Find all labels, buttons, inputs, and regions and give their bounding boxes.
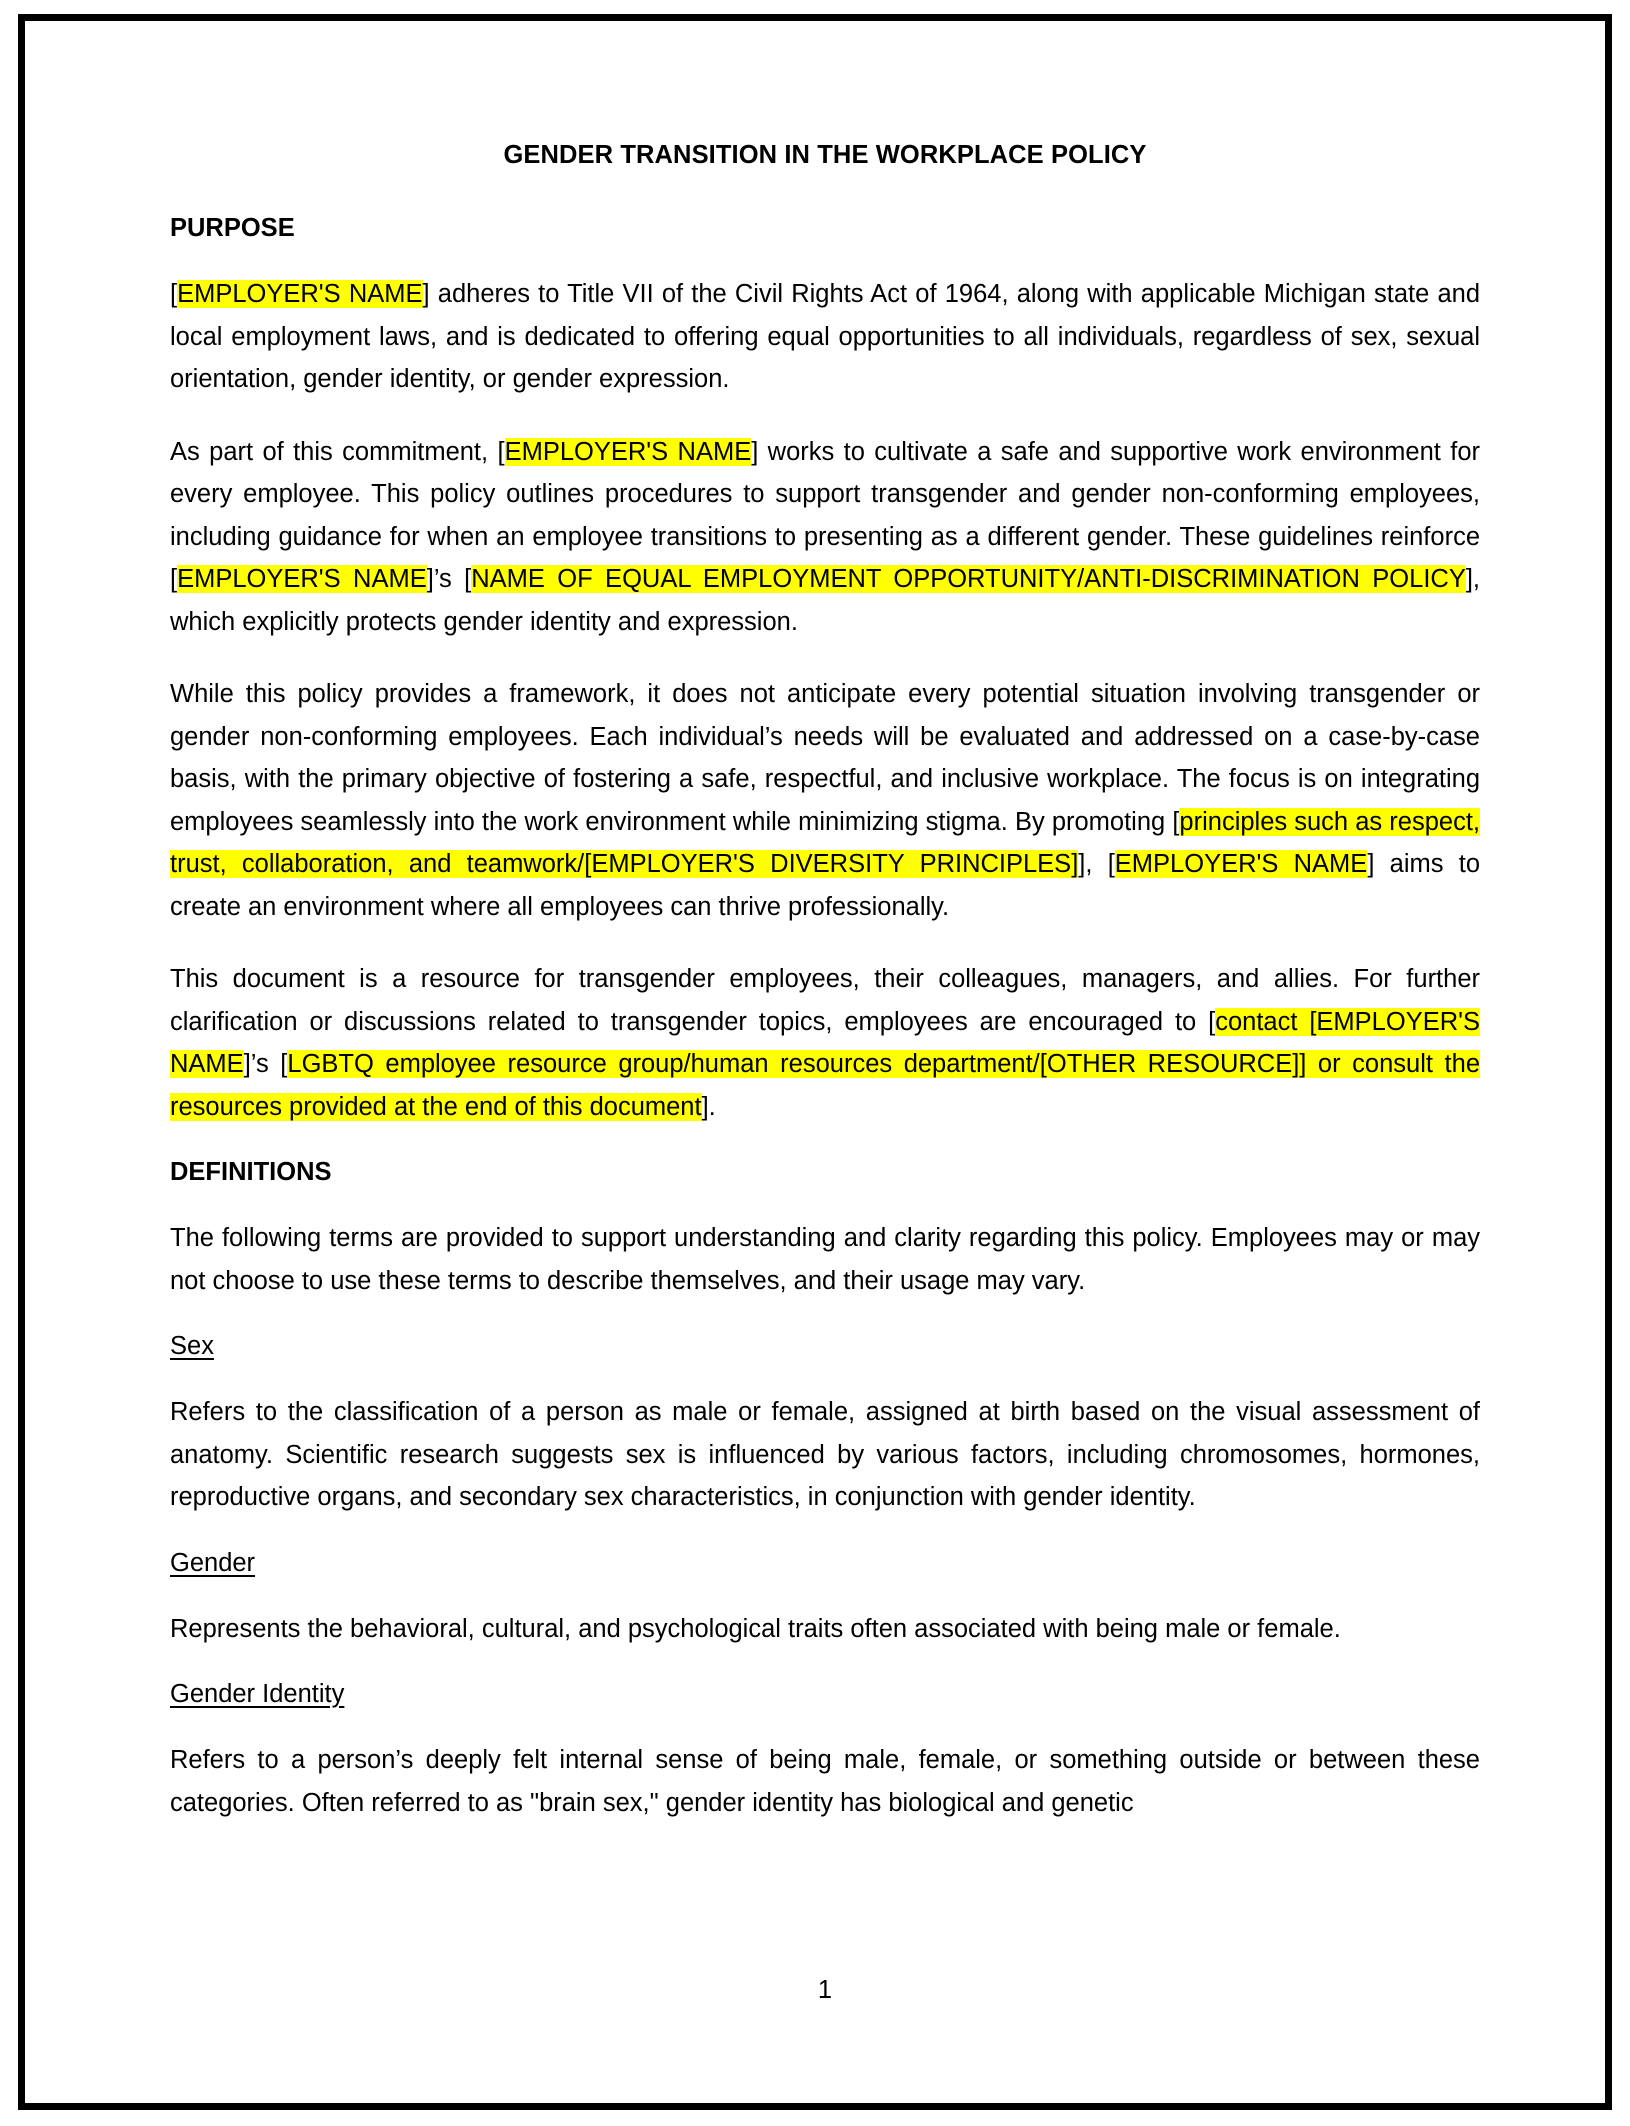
purpose-p4-text-2: ]’s [	[243, 1050, 288, 1078]
purpose-paragraph-1	[170, 273, 1480, 401]
purpose-p4-text-1: This document is a resource for transgender employees, their colleagues, managers, and allies. For further clarification or discussions related to transgender topics, employees are encouraged to [	[170, 965, 1480, 1036]
purpose-paragraph-4	[170, 958, 1480, 1128]
section-heading-definitions: DEFINITIONS	[170, 1158, 332, 1186]
term-heading-gender: Gender	[170, 1548, 256, 1577]
term-heading-sex: Sex	[170, 1332, 214, 1360]
placeholder-diversity-principles: principles such as respect, trust, collaboration, and teamwork/[EMPLOYER'S DIVERSITY PRINCIPLES]	[170, 807, 1480, 878]
placeholder-contact-employer: contact [EMPLOYER'S NAME	[170, 1007, 1481, 1078]
purpose-p3-text-1: While this policy provides a framework, it does not anticipate every potential situation involving transgender or gender non-conforming employees. Each individual’s needs will be evaluated and addressed on a case-by-case basis, with the primary objective of fostering a safe, respectful, and inclusive workplace. The focus is on integrating employees seamlessly into the work environment while minimizing stigma. By promoting [	[170, 680, 1480, 836]
page-number: 1	[817, 1976, 833, 2004]
term-definition-sex: Refers to the classification of a person as male or female, assigned at birth based on the visual assessment of anatomy. Scientific research suggests sex is influenced by various factors, including chromosomes, hormones, reproductive organs, and secondary sex characteristics, in conjunction with gender identity.	[170, 1398, 1480, 1511]
bracket-open: [	[170, 280, 178, 308]
purpose-paragraph-2	[170, 431, 1480, 644]
placeholder-employer-name: EMPLOYER'S NAME	[1114, 850, 1368, 878]
page-title: GENDER TRANSITION IN THE WORKPLACE POLICY	[503, 141, 1147, 169]
placeholder-employer-name: EMPLOYER'S NAME	[504, 437, 752, 466]
purpose-p3-text-3: ] aims to create an environment where all employees can thrive professionally.	[170, 850, 1480, 921]
purpose-p2-text-2: ] works to cultivate a safe and supportive work environment for every employee. This policy outlines procedures to support transgender and gender non-conforming employees, including guidance for when an employee transitions to presenting as a different gender. These guidelines reinforce [	[170, 437, 1480, 593]
purpose-p2-text-3: ]’s [	[426, 565, 472, 593]
document-body	[170, 141, 1480, 1854]
purpose-p2-text-4: ], which explicitly protects gender identity and expression.	[170, 565, 1481, 636]
definitions-intro-paragraph: The following terms are provided to support understanding and clarity regarding this policy. Employees may or may not choose to use these terms to describe themselves, and their usage may vary.	[170, 1224, 1480, 1295]
term-definition-gender: Represents the behavioral, cultural, and psychological traits often associated with being male or female.	[170, 1614, 1341, 1643]
purpose-p3-text-2: ], [	[1078, 850, 1115, 878]
purpose-p2-text-1: As part of this commitment, [	[170, 437, 505, 466]
term-definition-gender-identity: Refers to a person’s deeply felt internal sense of being male, female, or something outside or between these categories. Often referred to as "brain sex," gender identity has biological and genetic	[170, 1746, 1480, 1817]
bracket-close: ]	[422, 280, 430, 308]
purpose-p4-text-3: ].	[701, 1092, 716, 1121]
placeholder-eeo-policy-name: NAME OF EQUAL EMPLOYMENT OPPORTUNITY/ANTI-DISCRIMINATION POLICY	[471, 565, 1466, 593]
purpose-paragraph-3	[170, 673, 1480, 928]
placeholder-employer-name: EMPLOYER'S NAME	[177, 280, 423, 308]
placeholder-resource-group: LGBTQ employee resource group/human resources department/[OTHER RESOURCE]] or consult the resources provided at the end of this document	[170, 1050, 1480, 1121]
document-page-frame	[18, 14, 1612, 2110]
section-heading-purpose: PURPOSE	[170, 214, 295, 242]
placeholder-employer-name: EMPLOYER'S NAME	[177, 565, 427, 593]
purpose-p1-text: adheres to Title VII of the Civil Rights Act of 1964, along with applicable Michigan state and local employment laws, and is dedicated to offering equal opportunities to all individuals, regardless of sex, sexual orientation, gender identity, or gender expression.	[170, 280, 1480, 393]
term-heading-gender-identity: Gender Identity	[170, 1680, 345, 1708]
